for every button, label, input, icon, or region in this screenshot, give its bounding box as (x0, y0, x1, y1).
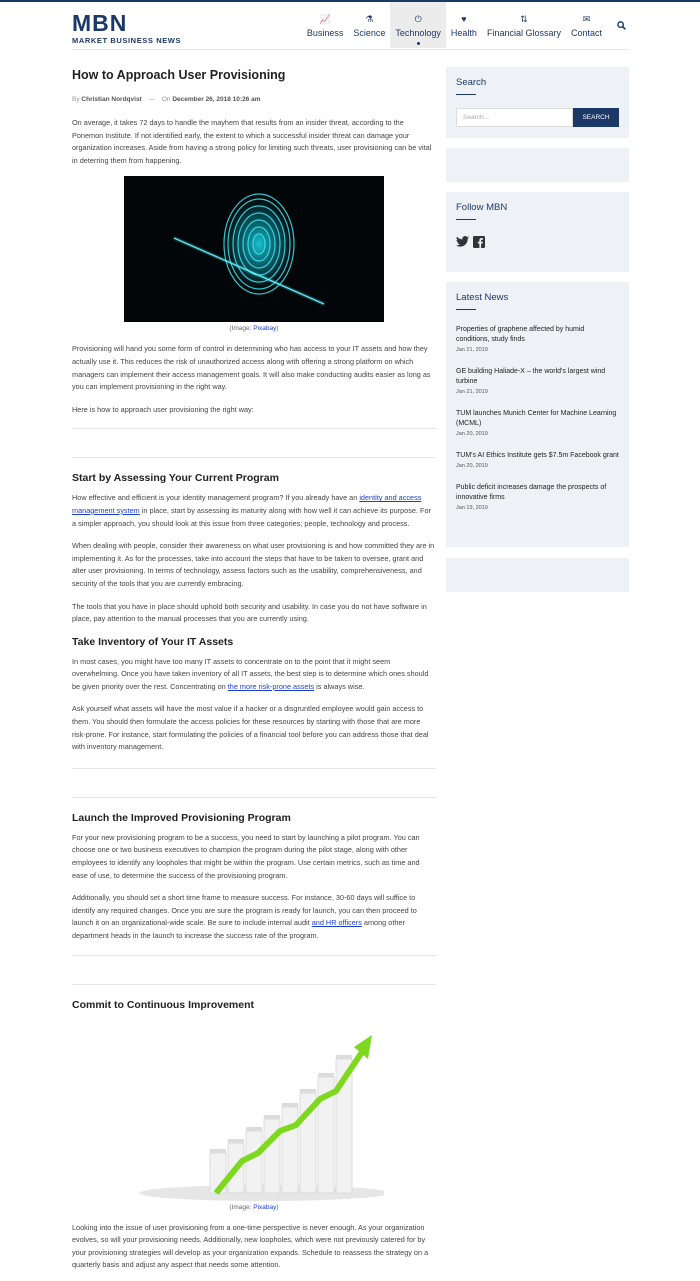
search-widget (446, 67, 629, 138)
caption-link[interactable]: Pixabay (253, 325, 277, 333)
byline (72, 96, 436, 103)
article (72, 62, 436, 1272)
nav-technology[interactable] (390, 2, 446, 48)
empty-widget (446, 148, 629, 182)
news-title[interactable]: Public deficit increases damage the prospects of innovative firms (456, 484, 607, 501)
growth-figure (72, 1025, 436, 1211)
nav-label: Financial Glossary (486, 28, 561, 38)
article-title: How to Approach User Provisioning (72, 68, 286, 82)
section-4-paragraph-1: Looking into the issue of user provisioning from a one-time perspective is never enough. As your organization evolves, so will your provisioning needs. Additionally, new loopholes, which were not previously catered for by your provisioning strategies will develop as your organization expands. Schedule to reassess the strategy on a quarterly basis and adjust any aspect that needs some attention. (72, 1222, 429, 1270)
identity-access-link[interactable]: identity and access management system (72, 493, 422, 515)
nav-business[interactable] (302, 2, 349, 48)
section-3-paragraph-1: For your new provisioning program to be a success, you need to start by launching a pilot program. You can choose one or two business executives to champion the program during the pilot stage, along with other employees to identify any loopholes that might be within the program. Use certain metrics, such as time and ease of use, to determine the success of the provisioning program. (72, 832, 420, 880)
section-1-paragraph-3: The tools that you have in place should uphold both security and usability. In case you do not have software in place, pay attention to the manual processes that you are currently using. (72, 601, 427, 624)
nav-label: Technology (395, 28, 441, 38)
section-3-paragraph-2: Additionally, you should set a short time frame to measure success. For instance, 30-60 days will suffice to identify any required changes. Once you are sure the program is ready for launch, you can then proceed to launch it on an organizational-wide scale. Be sure to include internal audit and HR officers among other department heads in the launch to increase the success rate of the program. (72, 893, 417, 940)
nav-financial-glossary[interactable] (482, 2, 566, 48)
nav-science[interactable] (348, 2, 390, 48)
main-nav (302, 2, 630, 48)
paragraph-2: Provisioning will hand you some form of control in determining who has access to your IT assets and how they actually use it. This reduces the risk of unauthorized access along with offering a strong platform on which managers can implement their access management goals. It will also make conducting audits easier as long as you can implement provisioning in the right way. (72, 344, 431, 392)
nav-contact[interactable] (566, 2, 607, 48)
section-1-paragraph-1: How effective and efficient is your identity management program? If you already have an identity and access management system in place, start by assessing its maturity along with how well it can achieve its purpose. For a simpler approach, you should look at this issue from three categories; people, technology and process. (72, 493, 431, 528)
hr-officers-link[interactable]: and HR officers (311, 918, 362, 928)
search-icon (617, 21, 626, 30)
news-item[interactable] (456, 409, 619, 437)
empty-widget (446, 558, 629, 592)
chart-icon: 📈 (319, 14, 331, 24)
follow-widget (446, 192, 629, 272)
news-item[interactable] (456, 325, 619, 353)
divider (72, 768, 436, 769)
social-links (456, 236, 619, 248)
news-date: Jan 19, 2019 (456, 505, 488, 511)
site-logo[interactable] (72, 12, 181, 45)
logo-main: MBN (72, 10, 128, 36)
latest-news-widget (446, 282, 629, 547)
caption-link[interactable]: Pixabay (253, 1203, 277, 1211)
news-item[interactable] (456, 451, 619, 469)
search-button[interactable]: SEARCH (573, 108, 619, 127)
section-2-paragraph-2: Ask yourself what assets will have the most value if a hacker or a disgruntled employee would gain access to them. You should then formulate the access policies for these resources by starting with those that are more risk-prone. For instance, start formulating the policies of a financial tool before you can address those that deal with inventory management. (72, 704, 429, 752)
search-form (456, 108, 619, 127)
divider (72, 797, 436, 798)
author-link[interactable]: Christian Nordqvist (81, 96, 142, 103)
news-item[interactable] (456, 483, 619, 511)
news-date: Jan 21, 2019 (456, 389, 488, 395)
news-item[interactable] (456, 367, 619, 395)
nav-health[interactable] (446, 2, 482, 48)
intro-paragraph: On average, it takes 72 days to handle the mayhem that results from an insider threat, according to the Ponemon Institute. If not identified early, the extent to which a successful insider threat can damage your organization increases. Aside from having a strong policy for limiting such threats, user provisioning can be vital in deterring them from happening. (72, 118, 432, 165)
on-prefix: On (161, 96, 171, 103)
title-underline (456, 309, 476, 310)
image-caption: (Image: Pixabay) (229, 325, 279, 333)
widget-title: Latest News (456, 292, 509, 303)
news-date: Jan 20, 2019 (456, 431, 488, 437)
search-input[interactable]: Search... (456, 108, 573, 127)
twitter-icon[interactable] (456, 236, 469, 247)
envelope-icon: ✉ (582, 14, 591, 24)
logo-subtitle: MARKET BUSINESS NEWS (72, 36, 182, 45)
divider (72, 984, 436, 985)
publish-date: December 26, 2018 10:26 am (172, 96, 261, 103)
nav-label: Science (353, 28, 386, 38)
divider (72, 428, 436, 429)
paragraph-3: Here is how to approach user provisioning the right way: (72, 404, 254, 414)
section-1-paragraph-2: When dealing with people, consider their awareness on what user provisioning is and how committed they are in implementing it. As for the processes, take into account the steps that have to be taken to oversee, grant and alter user provisioning. In terms of technology, assess factors such as the usability, comprehensiveness, and security of the tools that you are currently embracing. (72, 541, 435, 588)
nav-label: Contact (570, 28, 602, 38)
nav-label: Health (450, 28, 477, 38)
flask-icon: ⚗ (365, 14, 374, 24)
section-heading: Launch the Improved Provisioning Program (72, 811, 291, 824)
divider (72, 955, 436, 956)
nav-label: Business (306, 28, 344, 38)
section-heading: Take Inventory of Your IT Assets (72, 635, 234, 648)
news-title[interactable]: Properties of graphene affected by humid conditions, study finds (456, 326, 585, 343)
fingerprint-figure (72, 176, 436, 332)
power-icon: ⏻ (414, 14, 422, 24)
news-title[interactable]: GE building Haliade-X – the world's largest wind turbine (456, 368, 606, 385)
facebook-icon[interactable] (473, 236, 485, 248)
site-header (72, 2, 630, 50)
by-prefix: By (72, 96, 80, 103)
nav-search-button[interactable] (607, 2, 630, 48)
section-heading: Start by Assessing Your Current Program (72, 472, 279, 485)
news-date: Jan 21, 2019 (456, 347, 488, 353)
section-heading: Commit to Continuous Improvement (72, 998, 254, 1011)
widget-title: Search (456, 77, 487, 88)
heart-pulse-icon: ♥ (461, 14, 467, 24)
news-date: Jan 20, 2019 (456, 463, 488, 469)
risk-prone-assets-link[interactable]: the more risk-prone assets (227, 681, 315, 691)
title-underline (456, 94, 476, 95)
image-caption: (Image: Pixabay) (229, 1203, 279, 1211)
growth-chart-image (124, 1025, 384, 1201)
fingerprint-image (124, 176, 384, 322)
divider (72, 457, 436, 458)
byline-separator: — (148, 96, 156, 103)
news-title[interactable]: TUM launches Munich Center for Machine Learning (MCML) (456, 410, 617, 427)
news-title[interactable]: TUM's AI Ethics Institute gets $7.5m Facebook grant (456, 452, 619, 459)
sort-az-icon: ⇅ (520, 14, 528, 24)
widget-title: Follow MBN (456, 202, 508, 213)
title-underline (456, 219, 476, 220)
section-2-paragraph-1: In most cases, you might have too many IT assets to concentrate on to the point that it might seem overwhelming. Once you have taken inventory of all IT assets, the best step is to determine which ones should be given priority over the rest. Concentrating on the more risk-prone assets is always wise. (72, 656, 429, 691)
